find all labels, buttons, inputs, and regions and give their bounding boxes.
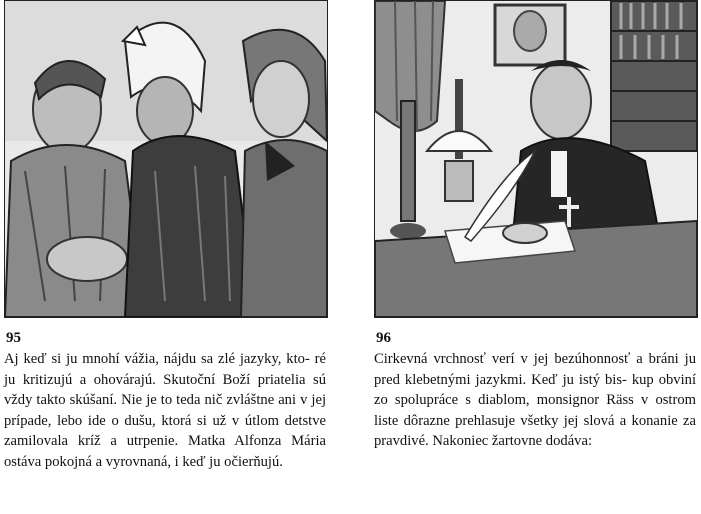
illustration-96 bbox=[374, 0, 698, 318]
panel-text: Aj keď si ju mnohí vážia, nájdu sa zlé jazyky, kto- ré ju kritizujú a ohovárajú. Skutoční Boží priatelia sú vždy takto skúšaní. Nie je to teda nič zvláštne ani v jej prípade, lebo ide o dušu, ktorá si už v útlom detstve zamilovala kríž a utrpenie. Matka Alfonza Mária ostáva pokojná a vyrovnaná, i keď ju očierňujú. bbox=[4, 351, 326, 470]
three-women-gossiping-illustration bbox=[5, 1, 327, 317]
panel-number: 96 bbox=[376, 330, 391, 346]
illustration-95 bbox=[4, 0, 328, 318]
panel-number: 95 bbox=[6, 330, 21, 346]
panel-text: Cirkevná vrchnosť verí v jej bezúhonnosť a bráni ju pred klebetnými jazykmi. Keď ju istý bis- kup obviní zo spolupráce s diablom, monsignor Räss v ostrom liste dôrazne prehlasuje všetky jej slová a konanie za pravdivé. Nakoniec žartovne dodáva: bbox=[374, 351, 696, 450]
priest-writing-letter-illustration bbox=[375, 1, 697, 317]
